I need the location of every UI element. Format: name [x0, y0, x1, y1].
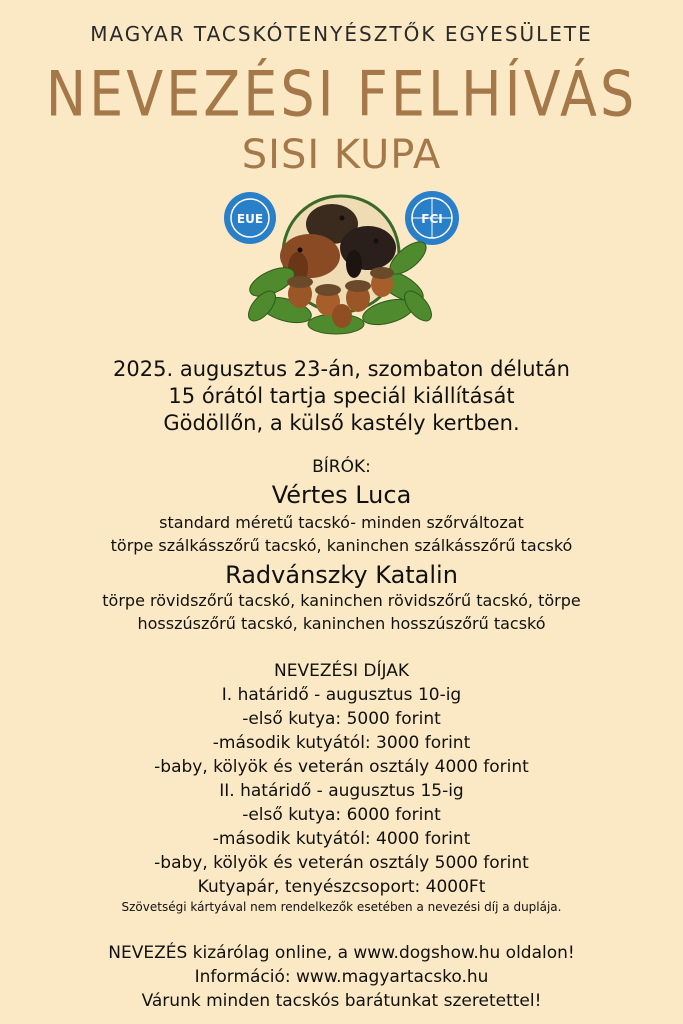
judge-1-breeds-line-2: törpe szálkásszőrű tacskó, kaninchen szálkásszőrű tacskó: [110, 536, 573, 555]
fci-badge-label: FCI: [421, 212, 443, 226]
fee-line: -első kutya: 6000 forint: [242, 805, 441, 825]
event-line-1: 2025. augusztus 23-án, szombaton délután: [113, 357, 570, 381]
footer: [0, 941, 683, 1013]
fee-line: I. határidő - augusztus 10-ig: [221, 685, 462, 705]
event-line-3: Gödöllőn, a külső kastély kertben.: [163, 411, 520, 435]
page-title: NEVEZÉSI FELHÍVÁS: [45, 58, 638, 131]
event-details: [0, 356, 683, 437]
fee-line: II. határidő - augusztus 15-ig: [219, 781, 464, 801]
footer-line-1: NEVEZÉS kizárólag online, a www.dogshow.hu oldalon!: [108, 943, 575, 963]
fees-heading: NEVEZÉSI DÍJAK: [273, 661, 410, 681]
fee-line: -baby, kölyök és veterán osztály 5000 forint: [154, 853, 529, 873]
fee-line: Kutyapár, tenyészcsoport: 4000Ft: [197, 877, 486, 897]
judge-2-breeds-line-2: hosszúszőrű tacskó, kaninchen hosszúszőrű tacskó: [137, 614, 546, 633]
emblem-graphic: [0, 186, 683, 346]
judge-2-breeds-line-1: törpe rövidszőrű tacskó, kaninchen rövidszőrű tacskó, törpe: [102, 591, 581, 610]
eue-badge-label: EUE: [236, 212, 264, 226]
fees-note: Szövetségi kártyával nem rendelkezők esetében a nevezési díj a duplája.: [121, 900, 562, 914]
event-subtitle: SISI KUPA: [241, 132, 442, 178]
judge-1-name: Vértes Luca: [271, 481, 412, 509]
fee-line: -második kutyától: 3000 forint: [212, 733, 471, 753]
fees-list: [0, 683, 683, 899]
judge-1-breeds: [0, 511, 683, 557]
eue-badge-icon: [224, 192, 276, 244]
footer-line-2: Információ: www.magyartacsko.hu: [194, 967, 489, 987]
footer-line-3: Várunk minden tacskós barátunkat szeretettel!: [141, 991, 542, 1011]
judge-1-breeds-line-1: standard méretű tacskó- minden szőrváltozat: [159, 513, 524, 532]
event-line-2: 15 órától tartja speciál kiállítását: [168, 384, 515, 408]
fee-line: -második kutyától: 4000 forint: [212, 829, 471, 849]
fci-badge-icon: [405, 191, 459, 245]
organization-name: MAGYAR TACSKÓTENYÉSZTŐK EGYESÜLETE: [90, 22, 593, 46]
fee-line: -első kutya: 5000 forint: [242, 709, 441, 729]
judges-heading: BÍRÓK:: [312, 457, 371, 477]
judge-2-breeds: [0, 589, 683, 635]
judge-2-name: Radvánszky Katalin: [225, 561, 458, 589]
fee-line: -baby, kölyök és veterán osztály 4000 forint: [154, 757, 529, 777]
